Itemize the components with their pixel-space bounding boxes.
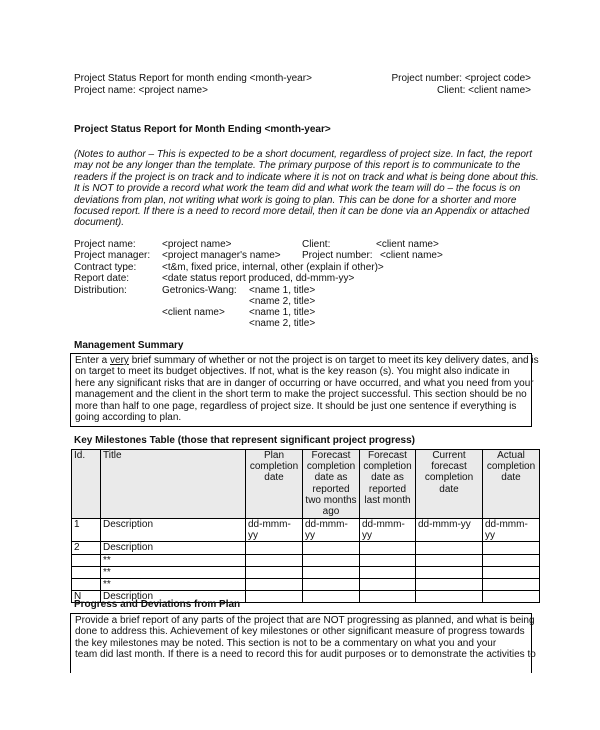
cell-date xyxy=(483,542,540,554)
progress-line: the key milestones may be noted. This section is not to be a commentary on what you and your xyxy=(75,637,497,649)
cell-title: Description xyxy=(101,542,246,554)
cell-date xyxy=(246,591,303,603)
summary-line: on target to meet its budget objectives. If not, what is the key reason (s). You might also indicate in xyxy=(75,366,510,378)
cell-date xyxy=(360,554,416,566)
cell-date xyxy=(303,579,360,591)
cell-date xyxy=(360,591,416,603)
notes-line: readers if the project is on track and to indicate where it is not on track and what is being done about this. xyxy=(74,171,539,183)
project-manager-value: <project manager's name> xyxy=(162,250,281,261)
progress-box xyxy=(70,613,536,673)
col-header-forecast-last-month: Forecast completion date as reported last month xyxy=(360,450,416,519)
table-row xyxy=(72,554,540,566)
project-number-label: Project number: xyxy=(302,250,373,261)
cell-id: 2 xyxy=(72,542,101,554)
cell-id: 1 xyxy=(72,519,101,542)
cell-date xyxy=(360,579,416,591)
summary-line: management and the client in the short term to make the project successful. This section should be no xyxy=(75,389,527,401)
progress-line: Provide a brief report of any parts of the project that are NOT progressing as planned, and what is being xyxy=(75,615,535,626)
cell-id xyxy=(72,554,101,566)
summary-line: going according to plan. xyxy=(75,412,182,424)
col-header-title: Title xyxy=(101,450,246,519)
management-summary-heading: Management Summary xyxy=(74,340,184,351)
report-date-value: <date status report produced, dd-mmm-yy> xyxy=(162,273,355,284)
cell-date xyxy=(303,554,360,566)
cell-date xyxy=(416,591,483,603)
contract-type-value: <t&m, fixed price, internal, other (explain if other)> xyxy=(162,262,384,273)
progress-line: done to address this. Achievement of key milestones or other significant measure of progress towards xyxy=(75,626,525,638)
client-label: Client: xyxy=(302,239,331,250)
cell-date xyxy=(483,591,540,603)
report-date-label: Report date: xyxy=(74,273,130,284)
col-header-forecast-two-months: Forecast completion date as reported two months ago xyxy=(303,450,360,519)
cell-date xyxy=(303,542,360,554)
col-header-actual: Actual completion date xyxy=(483,450,540,519)
cell-date xyxy=(483,579,540,591)
cell-date xyxy=(360,542,416,554)
summary-line: here any significant risks that are in danger of occurring or have occurred, and what you need from your xyxy=(75,377,534,389)
distribution-org-2: <client name> xyxy=(162,307,225,318)
cell-date xyxy=(483,566,540,578)
cell-date xyxy=(303,591,360,603)
col-header-plan: Plan completion date xyxy=(246,450,303,519)
summary-emphasis: very xyxy=(110,355,129,366)
cell-date: dd-mmm-yy xyxy=(416,519,483,542)
cell-date xyxy=(303,566,360,578)
distribution-name: <name 1, title> xyxy=(249,285,316,296)
project-manager-label: Project manager: xyxy=(74,250,151,261)
notes-line: may not be any longer than the template. The primary purpose of this report is to communicate to the xyxy=(74,160,521,172)
cell-title: ** xyxy=(101,566,246,578)
cell-date xyxy=(416,579,483,591)
client-value: <client name> xyxy=(376,239,439,250)
progress-heading: Progress and Deviations from Plan xyxy=(74,599,241,610)
cell-date: dd-mmm-yy xyxy=(360,519,416,542)
header-report-period: Project Status Report for month ending <month-year> xyxy=(74,73,312,84)
contract-type-label: Contract type: xyxy=(74,262,137,273)
cell-title: Description xyxy=(101,591,246,603)
project-number-value: <client name> xyxy=(380,250,443,261)
notes-line: deviations from plan, not writing what work is going to plan. This can be done for a shorter and more xyxy=(74,194,517,206)
summary-text: Enter a xyxy=(75,355,111,366)
cell-id: N xyxy=(72,591,101,603)
management-summary-box xyxy=(70,353,539,427)
table-row xyxy=(72,542,540,554)
project-name-label: Project name: xyxy=(74,239,136,250)
summary-line: more than half to one page, regardless of project size. It should be just one sentence if everything is xyxy=(75,400,517,412)
cell-date xyxy=(416,554,483,566)
cell-date xyxy=(483,554,540,566)
table-header-row xyxy=(72,450,540,519)
table-row xyxy=(72,579,540,591)
table-row xyxy=(72,566,540,578)
cell-date xyxy=(246,566,303,578)
distribution-label: Distribution: xyxy=(74,285,127,296)
table-row xyxy=(72,519,540,542)
cell-date: dd-mmm-yy xyxy=(303,519,360,542)
progress-line: team did last month. If there is a need to record this for audit purposes or to demonstrate the activities to xyxy=(75,649,536,661)
cell-date: dd-mmm-yy xyxy=(483,519,540,542)
header-project-number: Project number: <project code> xyxy=(391,73,531,84)
cell-title: Description xyxy=(101,519,246,542)
distribution-name: <name 1, title> xyxy=(249,307,316,318)
notes-line: It is NOT to provide a record what work the team did and what work the team will do – the focus is on xyxy=(74,183,521,195)
notes-line: focused report. If there is a need to record more detail, then it can be done via an Appendix or attached xyxy=(74,206,530,218)
summary-text: brief summary of whether or not the project is on target to meet its key delivery dates, and is xyxy=(128,355,539,366)
header-project-name: Project name: <project name> xyxy=(74,85,208,96)
col-header-current-forecast: Current forecast completion date xyxy=(416,450,483,519)
cell-date xyxy=(246,579,303,591)
cell-date xyxy=(246,542,303,554)
milestones-heading: Key Milestones Table (those that represent significant project progress) xyxy=(74,435,416,446)
cell-id xyxy=(72,579,101,591)
cell-date: dd-mmm-yy xyxy=(246,519,303,542)
cell-date xyxy=(246,554,303,566)
cell-date xyxy=(416,566,483,578)
header-client: Client: <client name> xyxy=(437,85,531,96)
project-name-value: <project name> xyxy=(162,239,232,250)
notes-line: (Notes to author – This is expected to be a short document, regardless of project size. In fact, the report xyxy=(74,149,533,160)
cell-date xyxy=(360,566,416,578)
notes-line: document). xyxy=(74,217,125,229)
milestones-table xyxy=(71,449,540,603)
cell-id xyxy=(72,566,101,578)
col-header-id: Id. xyxy=(72,450,101,519)
distribution-name: <name 2, title> xyxy=(249,296,316,307)
author-notes xyxy=(74,149,539,229)
report-title: Project Status Report for Month Ending <month-year> xyxy=(74,124,331,135)
summary-line xyxy=(75,355,539,366)
cell-date xyxy=(416,542,483,554)
cell-title: ** xyxy=(101,579,246,591)
distribution-name: <name 2, title> xyxy=(249,318,316,329)
cell-title: ** xyxy=(101,554,246,566)
distribution-org-1: Getronics-Wang: xyxy=(162,285,237,296)
